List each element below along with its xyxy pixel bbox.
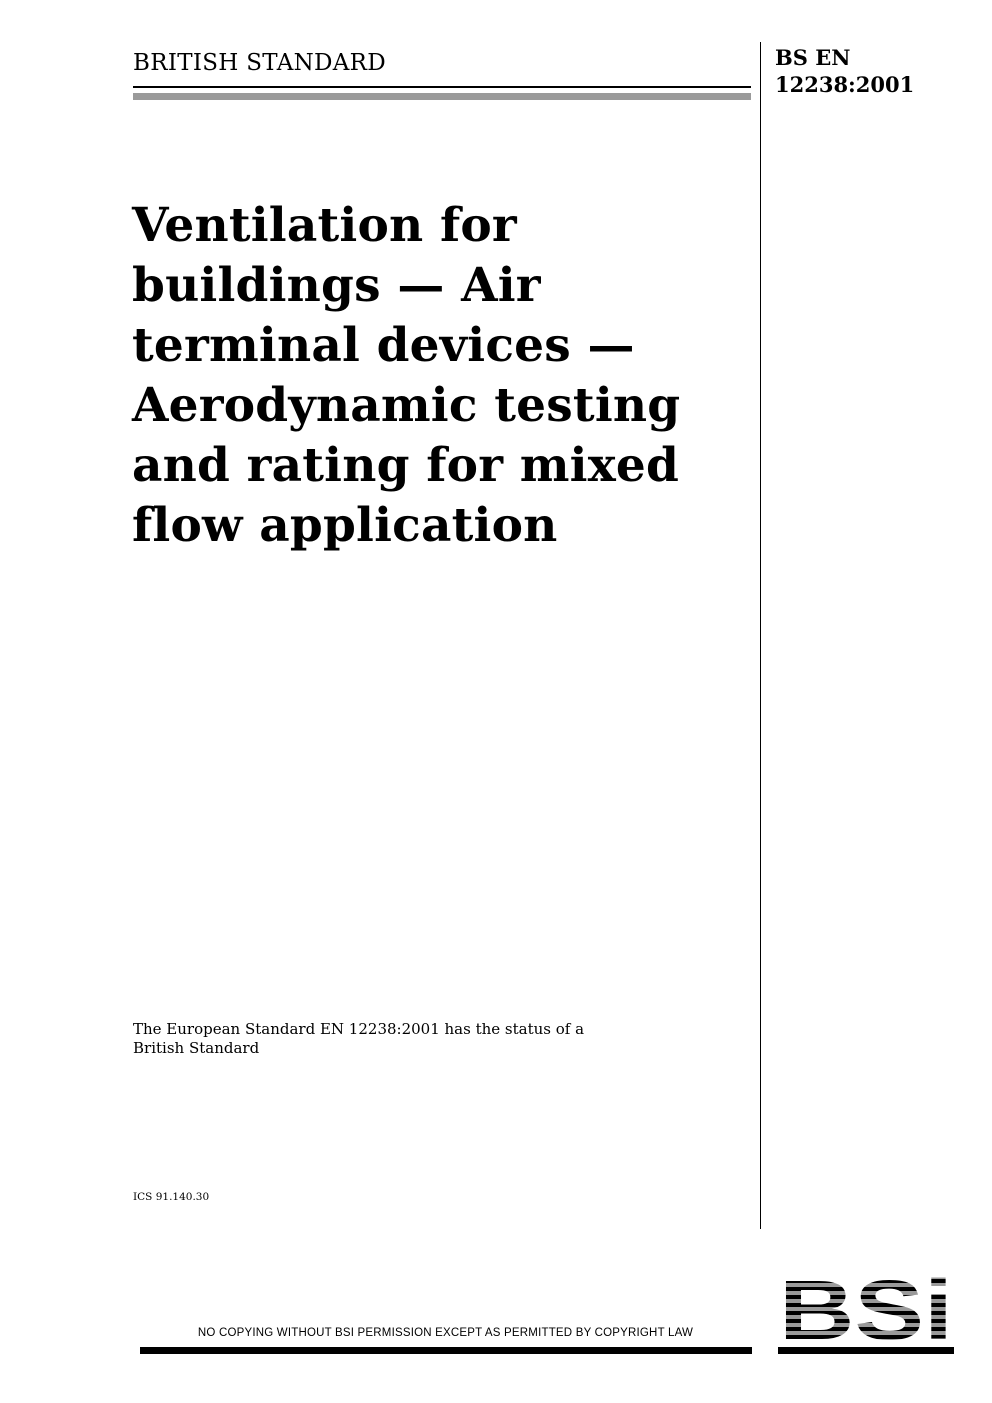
header-rule-thick [133, 93, 751, 100]
footer-rule [140, 1347, 752, 1354]
header-rule-thin [133, 86, 751, 88]
title-line: terminal devices — [132, 318, 635, 373]
standard-number-line1: BS EN [775, 45, 851, 70]
status-note [133, 1020, 693, 1058]
vertical-divider [760, 42, 761, 1229]
standard-number-line2: 12238:2001 [775, 72, 915, 97]
status-note-line2: British Standard [133, 1039, 260, 1057]
bsi-logo-text: BSi [779, 1275, 953, 1343]
title-line: Aerodynamic testing [132, 378, 681, 433]
status-note-line1: The European Standard EN 12238:2001 has the status of a [133, 1020, 585, 1038]
copyright-notice: NO COPYING WITHOUT BSI PERMISSION EXCEPT AS PERMITTED BY COPYRIGHT LAW [197, 1327, 694, 1339]
title-line: and rating for mixed [132, 438, 680, 493]
title-line: flow application [132, 498, 558, 553]
title-line: buildings — Air [132, 258, 541, 313]
document-title [132, 196, 742, 556]
document-category-label: BRITISH STANDARD [133, 50, 387, 76]
ics-code: ICS 91.140.30 [133, 1191, 210, 1203]
footer-rule-logo [778, 1347, 954, 1354]
bsi-logo [778, 1275, 954, 1343]
title-line: Ventilation for [132, 198, 517, 253]
standard-number [775, 44, 914, 98]
